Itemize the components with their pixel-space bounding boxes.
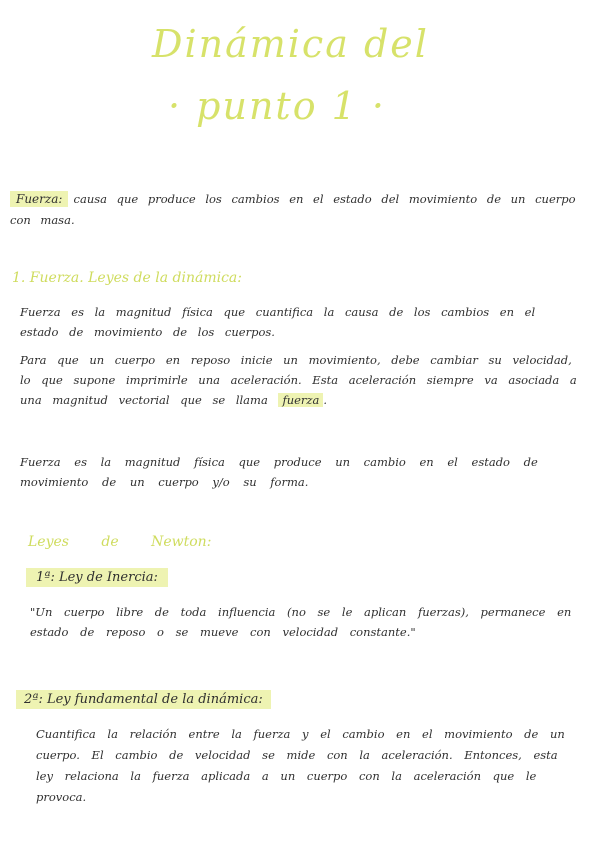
definition-block <box>10 188 580 230</box>
section1-paragraph-1: Fuerza es la magnitud física que cuantifica la causa de los cambios en el estado de movimiento de los cuerpos. <box>20 305 536 339</box>
definition-term: Fuerza: <box>10 191 68 207</box>
law1-heading-label: 1ª: Ley de Inercia: <box>26 568 168 587</box>
law1-text: "Un cuerpo libre de toda influencia (no se le aplican fuerzas), permanece en estado de reposo o se mueve con velocidad constante." <box>30 605 572 639</box>
law2-heading-label: 2ª: Ley fundamental de la dinámica: <box>16 690 271 709</box>
newton-heading: Leyes de Newton: <box>28 534 212 550</box>
definition-text: causa que produce los cambios en el estado del movimiento de un cuerpo con masa. <box>10 192 576 227</box>
law2-text: Cuantifica la relación entre la fuerza y el cambio en el movimiento de un cuerpo. El cambio de velocidad se mide con la aceleración. Entonces, esta ley relaciona la fuerza aplicada a un cuerpo con la aceleración que le provoca. <box>36 727 565 804</box>
section-heading-fuerza: 1. Fuerza. Leyes de la dinámica: <box>12 270 242 286</box>
section1-paragraph-2-end: . <box>323 393 327 407</box>
section1-paragraph-3: Fuerza es la magnitud física que produce un cambio en el estado de movimiento de un cuerpo y/o su forma. <box>20 455 538 489</box>
law1-heading <box>26 570 168 585</box>
page-title-line1: Dinámica del <box>152 22 429 66</box>
section1-paragraph-2-start: Para que un cuerpo en reposo inicie un movimiento, debe cambiar su velocidad, lo que supone imprimirle una aceleración. Esta aceleración siempre va asociada a una magnitud vectorial que se llama <box>20 353 577 407</box>
fuerza-highlight: fuerza <box>278 393 323 407</box>
law2-heading <box>16 692 271 707</box>
page-title-line2: · punto 1 · <box>168 84 386 128</box>
section1-paragraph-2 <box>20 350 585 410</box>
